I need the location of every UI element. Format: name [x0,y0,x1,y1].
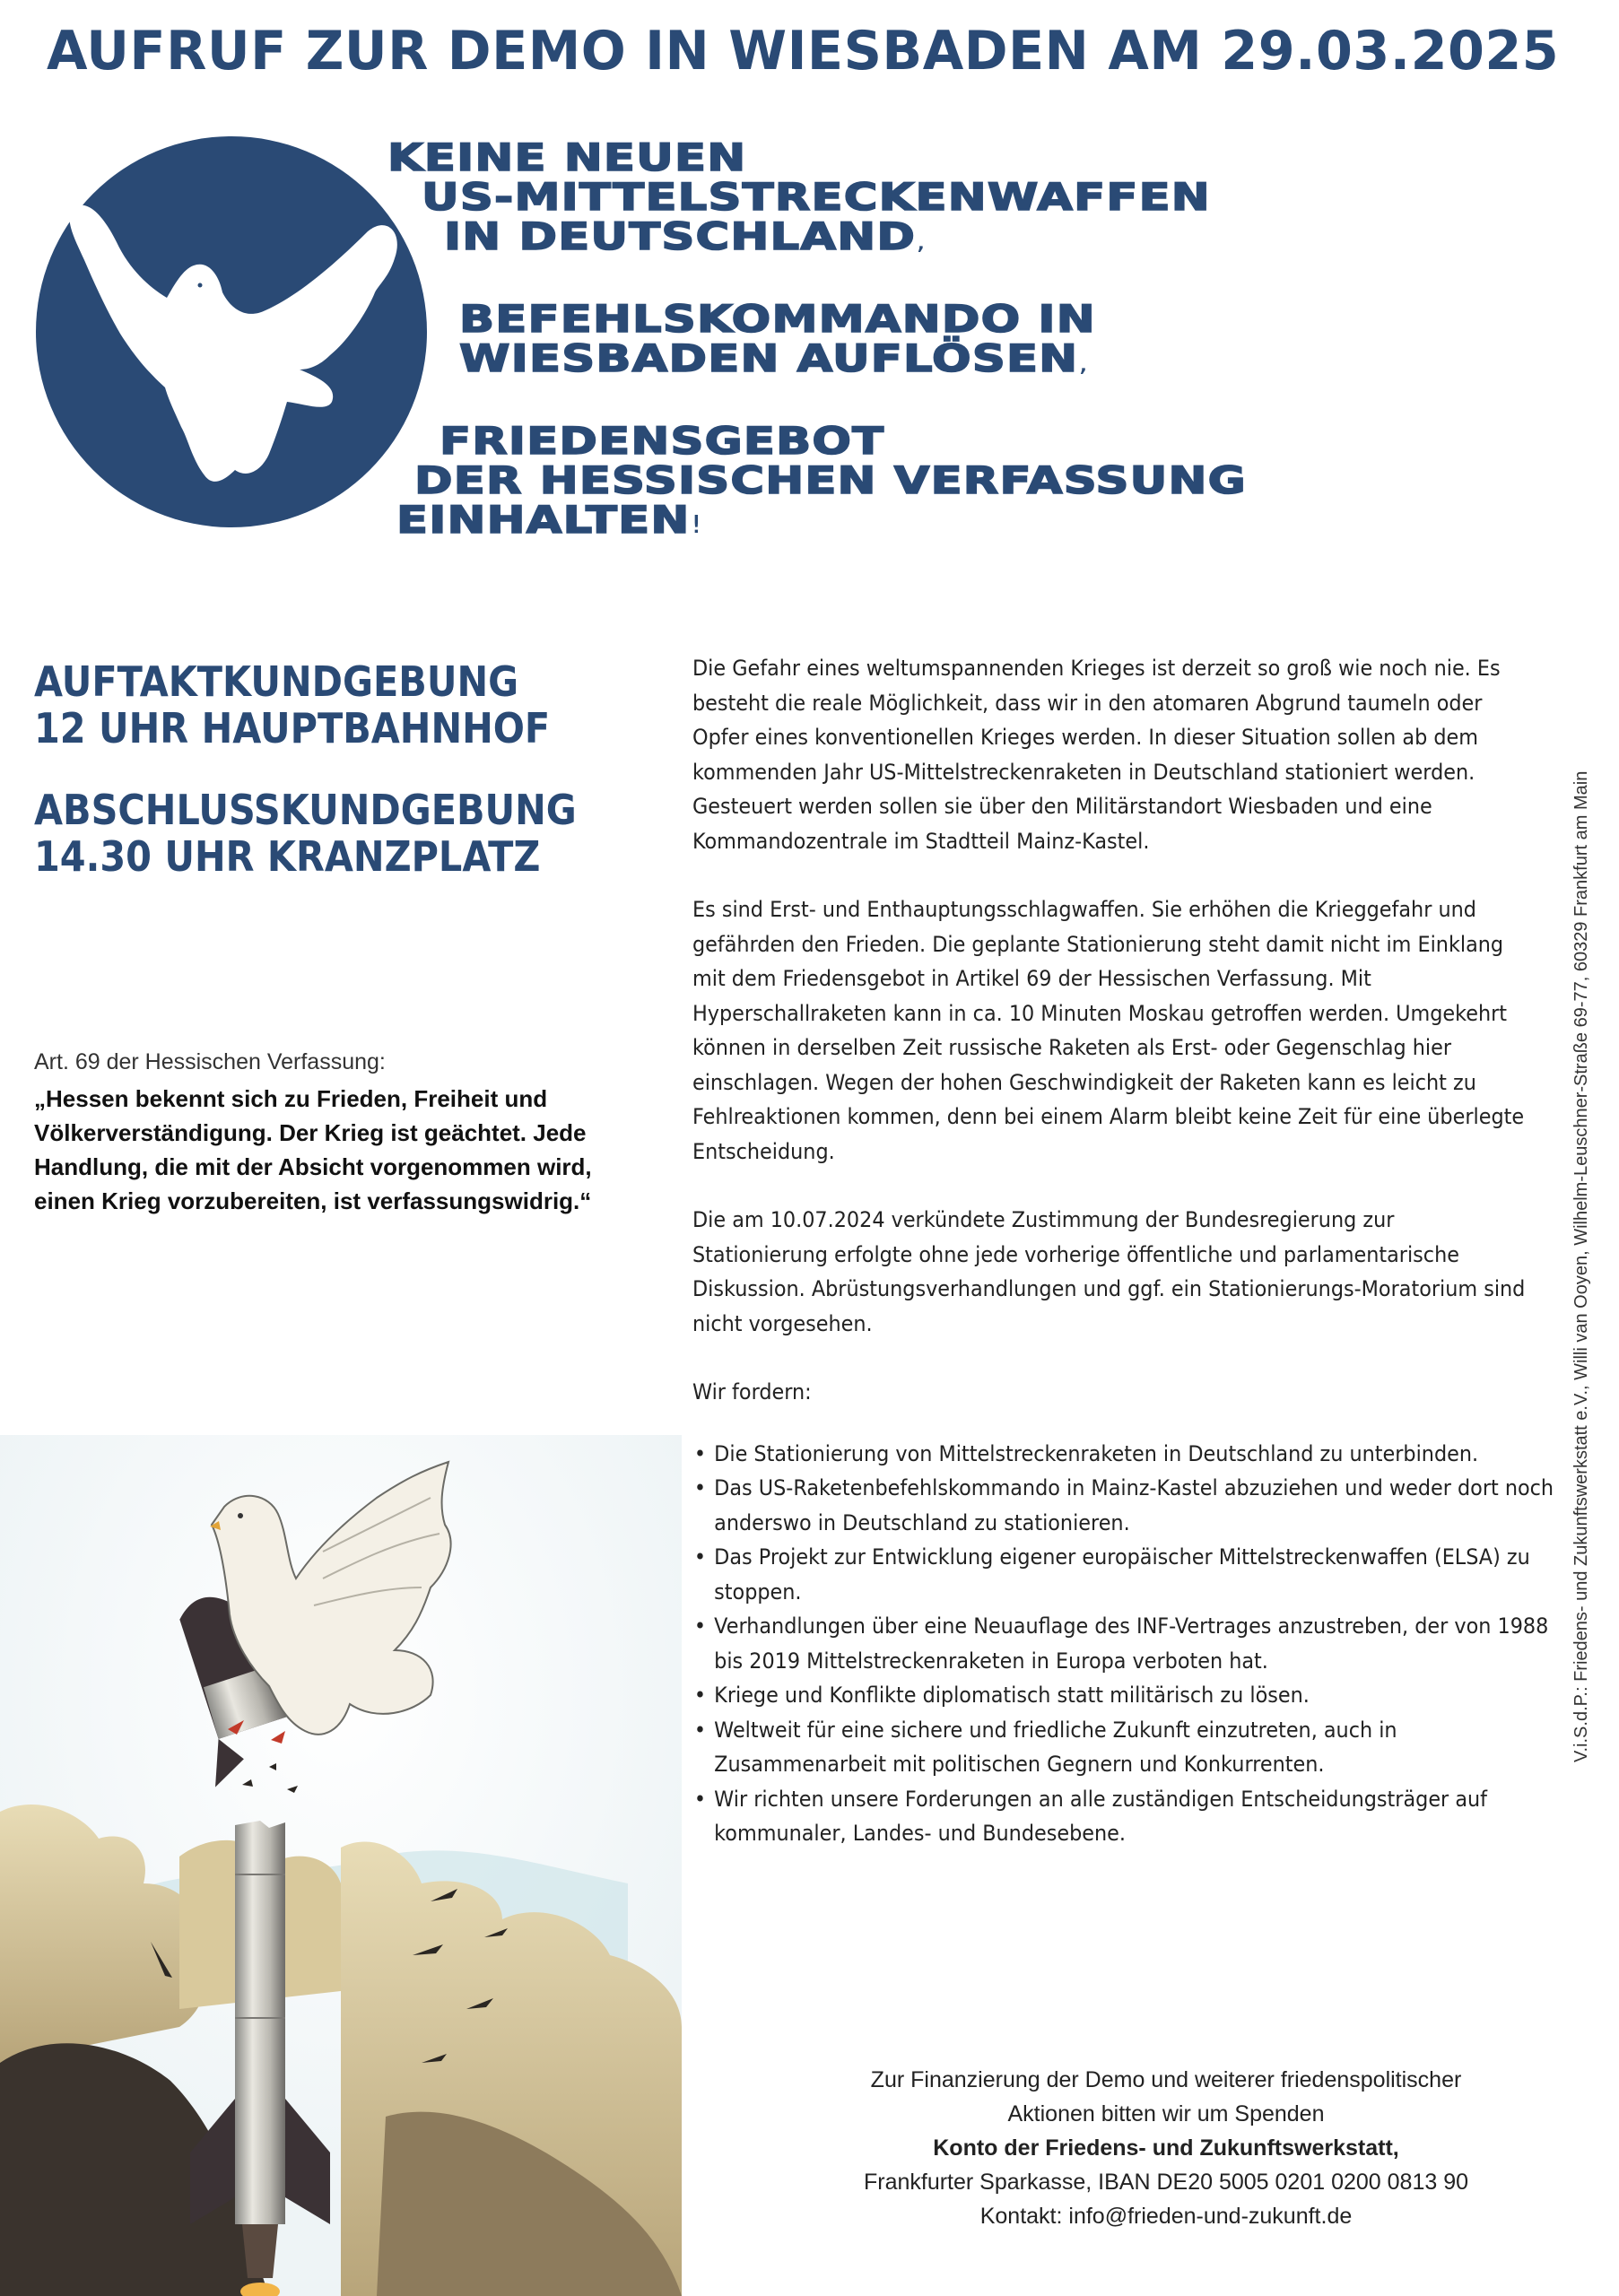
slogan-3-line-3-text: EINHALTEN [396,498,691,542]
bullet-icon: • [693,1544,707,1570]
bullet-icon: • [693,1613,707,1639]
headline: AUFRUF ZUR DEMO IN WIESBADEN AM 29.03.2025 [47,20,1560,83]
event-closing-title: ABSCHLUSSKUNDGEBUNG [34,786,577,834]
bullet-icon: • [693,1683,707,1708]
bullet-icon: • [693,1475,707,1500]
demand-item [692,1609,1556,1678]
slogan-2-line-2 [459,336,1090,383]
event-opening-detail: 12 UHR HAUPTBAHNHOF [34,704,551,752]
demand-text: Verhandlungen über eine Neuauflage des INF-Vertrages anzustreben, der von 1988 bis 2019 Mittelstreckenraketen in Europa verboten hat. [714,1613,1549,1674]
bullet-icon: • [693,1717,707,1743]
demand-item [692,1471,1556,1540]
donation-account: Konto der Friedens- und Zukunftswerkstatt, [933,2135,1399,2161]
contact-email-link[interactable]: info@frieden-und-zukunft.de [1068,2204,1353,2229]
dove-breaking-missile-illustration [0,1435,682,2296]
body-paragraph-2: Es sind Erst- und Enthauptungsschlagwaffen. Sie erhöhen die Krieggefahr und gefährden den Frieden. Die geplante Stationierung steht damit nicht im Einklang mit dem Friedensgebot in Artikel 69 der Hessischen Verfassung. Mit Hyperschallraketen kann in ca. 10 Minuten Moskau getroffen werden. Umgekehrt können in derselben Zeit russische Raketen als Erst- oder Gegenschlag hier einschlagen. Wegen der hohen Geschwindigkeit der Raketen kann es leicht zu Fehlreaktionen kommen, denn bei einem Alarm bleibt keine Zeit für eine überlegte Entscheidung. [692,897,1525,1164]
bullet-icon: • [693,1440,707,1466]
demand-item [692,1678,1556,1713]
slogan-1-line-3 [444,214,927,261]
slogan-1-line-3-text: IN DEUTSCHLAND [444,214,917,258]
slogan-2-line-1: BEFEHLSKOMMANDO IN [459,297,1096,341]
donation-contact [807,2199,1525,2233]
slogan-2-line-2-text: WIESBADEN AUFLÖSEN [459,336,1079,380]
body-paragraph-3: Die am 10.07.2024 verkündete Zustimmung der Bundesregierung zur Stationierung erfolgte ohne jede vorherige öffentliche und parlamentarische Diskussion. Abrüstungsverhandlungen und ggf. ein Stationierungs-Moratorium sind nicht vorgesehen. [692,1207,1526,1336]
contact-label: Kontakt: [979,2204,1063,2229]
demand-text: Die Stationierung von Mittelstreckenraketen in Deutschland zu unterbinden. [714,1440,1479,1466]
donation-info [807,2063,1525,2233]
event-opening-title: AUFTAKTKUNDGEBUNG [34,657,519,706]
slogan-1-line-2: US-MITTELSTRECKENWAFFEN [422,175,1211,219]
demand-text: Das US-Raketenbefehlskommando in Mainz-Kastel abzuziehen und weder dort noch anderswo in Deutschland zu stationieren. [714,1475,1554,1535]
demands-title: Wir fordern: [692,1379,812,1405]
slogan-3-line-1: FRIEDENSGEBOT [440,419,885,463]
slogan-3-line-2: DER HESSISCHEN VERFASSUNG [414,458,1247,502]
constitution-quote: „Hessen bekennt sich zu Frieden, Freiheit und Völkerverständigung. Der Krieg ist geächtet. Jede Handlung, die mit der Absicht vorgenommen wird, einen Krieg vorzubereiten, ist verfassungswidrig.“ [34,1085,592,1214]
bullet-icon: • [693,1786,707,1812]
slogan-1-punct: , [916,226,927,256]
demand-item [692,1782,1556,1851]
event-closing-detail: 14.30 UHR KRANZPLATZ [34,832,541,881]
donation-iban: Frankfurter Sparkasse, IBAN DE20 5005 0201 0200 0813 90 [863,2170,1469,2195]
imprint: V.i.S.d.P.: Friedens- und Zukunftswerkstatt e.V., Willi van Ooyen, Wilhelm-Leuschner-Straße 69-77, 60329 Frankfurt am Main [1571,770,1591,1762]
demand-item [692,1437,1556,1472]
slogan-2-punct: , [1078,348,1090,378]
demand-text: Wir richten unsere Forderungen an alle zuständigen Entscheidungsträger auf kommunaler, Landes- und Bundesebene. [714,1786,1488,1846]
slogan-3-punct: ! [690,509,704,539]
dove-eye [198,283,203,288]
constitution-label: Art. 69 der Hessischen Verfassung: [34,1049,386,1074]
slogan-1-line-1: KEINE NEUEN [387,135,747,179]
demand-text: Kriege und Konflikte diplomatisch statt militärisch zu lösen. [714,1683,1310,1708]
demand-text: Das Projekt zur Entwicklung eigener europäischer Mittelstreckenwaffen (ELSA) zu stoppen. [714,1544,1530,1605]
demand-item [692,1713,1556,1782]
body-paragraph-1: Die Gefahr eines weltumspannenden Krieges ist derzeit so groß wie noch nie. Es besteht die reale Möglichkeit, dass wir in den atomaren Abgrund taumeln oder Opfer eines konventionellen Krieges werden. In dieser Situation sollen ab dem kommenden Jahr US-Mittelstreckenraketen in Deutschland stationiert werden. Gesteuert werden sollen sie über den Militärstandort Wiesbaden und eine Kommandozentrale im Stadtteil Mainz-Kastel. [692,656,1501,854]
donation-line-2: Aktionen bitten wir um Spenden [1007,2101,1325,2126]
peace-dove-icon [34,135,429,529]
demands-list [692,1437,1554,1851]
body-text [692,651,1554,1851]
demand-item [692,1540,1556,1609]
demand-text: Weltweit für eine sichere und friedliche Zukunft einzutreten, auch in Zusammenarbeit mit politischen Gegnern und Konkurrenten. [714,1717,1397,1777]
donation-line-1: Zur Finanzierung der Demo und weiterer friedenspolitischer [870,2067,1462,2092]
slogan-3-line-3 [396,500,703,544]
